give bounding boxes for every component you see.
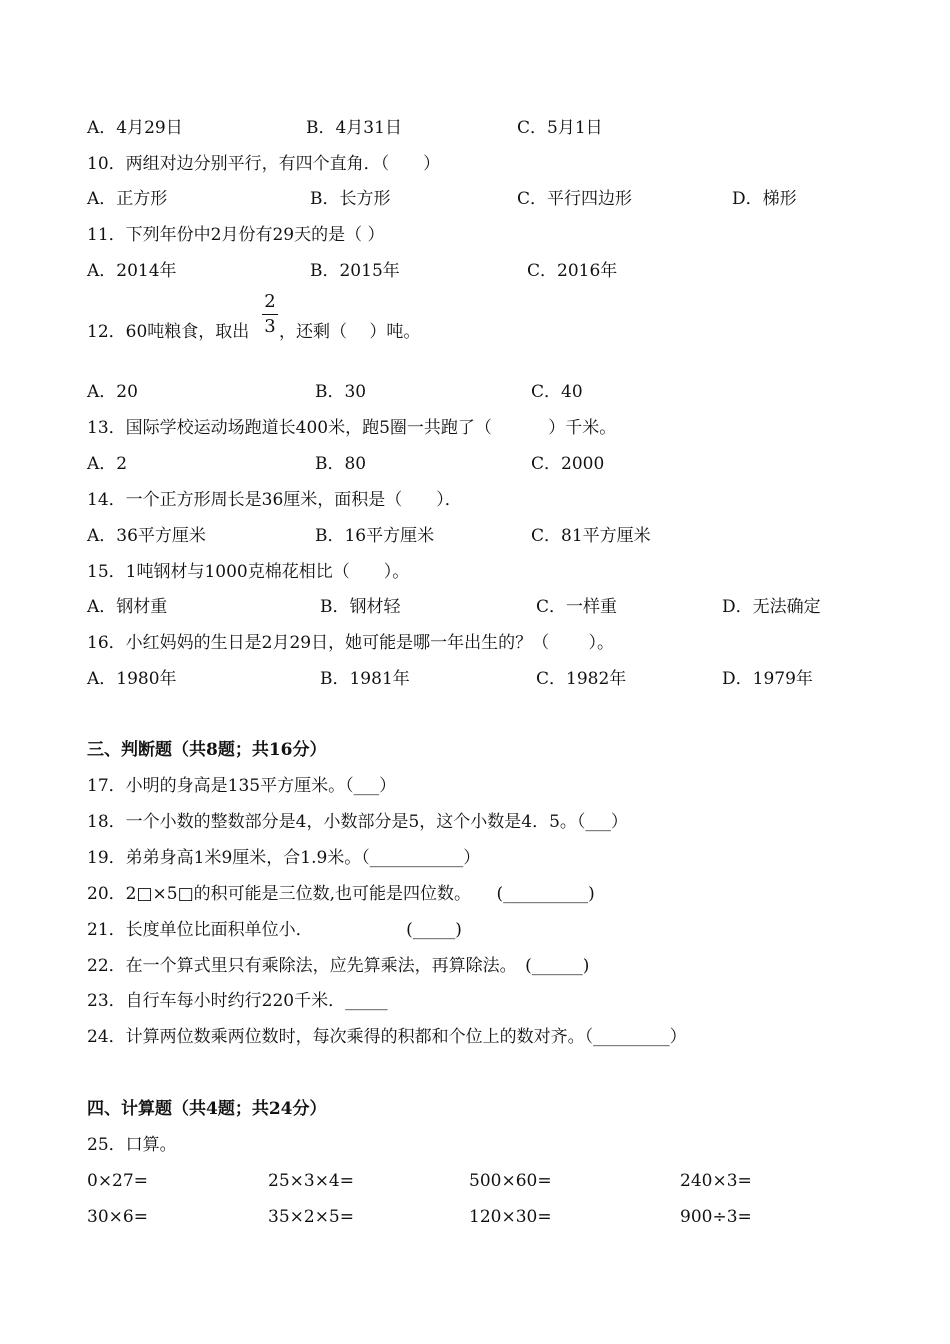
q9-option-b: B．4月31日 [306, 118, 402, 138]
judgment-18: 18．一个小数的整数部分是4，小数部分是5，这个小数是4．5。（___） [87, 812, 628, 832]
q11-option-a: A．2014年 [87, 261, 177, 281]
q14-option-b: B．16平方厘米 [315, 526, 435, 546]
q13-option-a: A．2 [87, 454, 128, 474]
judgment-17: 17．小明的身高是135平方厘米。（___） [87, 776, 397, 796]
q14-option-c: C．81平方厘米 [531, 526, 651, 546]
q16-option-d: D．1979年 [722, 669, 813, 689]
q13-option-c: C．2000 [531, 454, 605, 474]
q9-option-a: A．4月29日 [87, 118, 183, 138]
q11-option-c: C．2016年 [527, 261, 618, 281]
q16-stem: 16．小红妈妈的生日是2月29日，她可能是哪一年出生的？（ ）。 [87, 633, 614, 653]
q15-option-c: C．一样重 [536, 597, 618, 617]
calc-item: 35×2×5= [268, 1207, 354, 1227]
q12-option-c: C．40 [531, 382, 583, 402]
q10-option-d: D．梯形 [732, 189, 797, 209]
q16-option-a: A．1980年 [87, 669, 177, 689]
q14-stem: 14．一个正方形周长是36厘米，面积是（ ）． [87, 490, 462, 510]
q25-stem: 25．口算。 [87, 1135, 177, 1155]
calc-item: 0×27= [87, 1171, 148, 1191]
calc-item: 25×3×4= [268, 1171, 354, 1191]
fraction-numerator: 2 [264, 291, 276, 312]
q15-option-b: B．钢材轻 [320, 597, 401, 617]
q10-option-c: C．平行四边形 [517, 189, 633, 209]
calc-item: 500×60= [469, 1171, 552, 1191]
q16-option-c: C．1982年 [536, 669, 627, 689]
judgment-22: 22．在一个算式里只有乘除法，应先算乘法，再算除法。 (______) [87, 956, 590, 976]
section-3-heading: 三、判断题（共8题；共16分） [87, 740, 327, 760]
judgment-24: 24．计算两位数乘两位数时，每次乘得的积都和个位上的数对齐。（_________） [87, 1027, 687, 1047]
q12-stem-before: 12．60吨粮食，取出 [87, 322, 250, 342]
q14-option-a: A．36平方厘米 [87, 526, 206, 546]
calc-item: 120×30= [469, 1207, 552, 1227]
q15-option-d: D．无法确定 [722, 597, 821, 617]
fraction-denominator: 3 [264, 316, 276, 337]
calc-item: 240×3= [680, 1171, 752, 1191]
judgment-21: 21．长度单位比面积单位小． (_____) [87, 920, 462, 940]
q15-stem: 15．1吨钢材与1000克棉花相比（ ）。 [87, 562, 410, 582]
q9-option-c: C．5月1日 [517, 118, 603, 138]
q15-option-a: A．钢材重 [87, 597, 168, 617]
calc-item: 30×6= [87, 1207, 148, 1227]
judgment-19: 19．弟弟身高1米9厘米，合1.9米。（___________） [87, 848, 481, 868]
calc-item: 900÷3= [680, 1207, 752, 1227]
q10-stem: 10．两组对边分别平行，有四个直角．（ ） [87, 154, 441, 174]
fraction-bar [262, 314, 278, 315]
q11-option-b: B．2015年 [310, 261, 400, 281]
section-4-heading: 四、计算题（共4题；共24分） [87, 1099, 327, 1119]
q10-option-b: B．长方形 [310, 189, 391, 209]
q11-stem: 11．下列年份中2月份有29天的是（ ） [87, 225, 385, 245]
judgment-20: 20．2□×5□的积可能是三位数,也可能是四位数。 (__________) [87, 884, 595, 904]
q13-stem: 13．国际学校运动场跑道长400米，跑5圈一共跑了（ ）千米。 [87, 418, 617, 438]
q16-option-b: B．1981年 [320, 669, 410, 689]
q13-option-b: B．80 [315, 454, 367, 474]
q12-option-b: B．30 [315, 382, 367, 402]
q12-option-a: A．20 [87, 382, 138, 402]
judgment-23: 23．自行车每小时约行220千米．_____ [87, 991, 388, 1011]
fraction [262, 292, 278, 337]
q10-option-a: A．正方形 [87, 189, 168, 209]
q12-stem-after: ，还剩（ ）吨。 [279, 322, 421, 342]
